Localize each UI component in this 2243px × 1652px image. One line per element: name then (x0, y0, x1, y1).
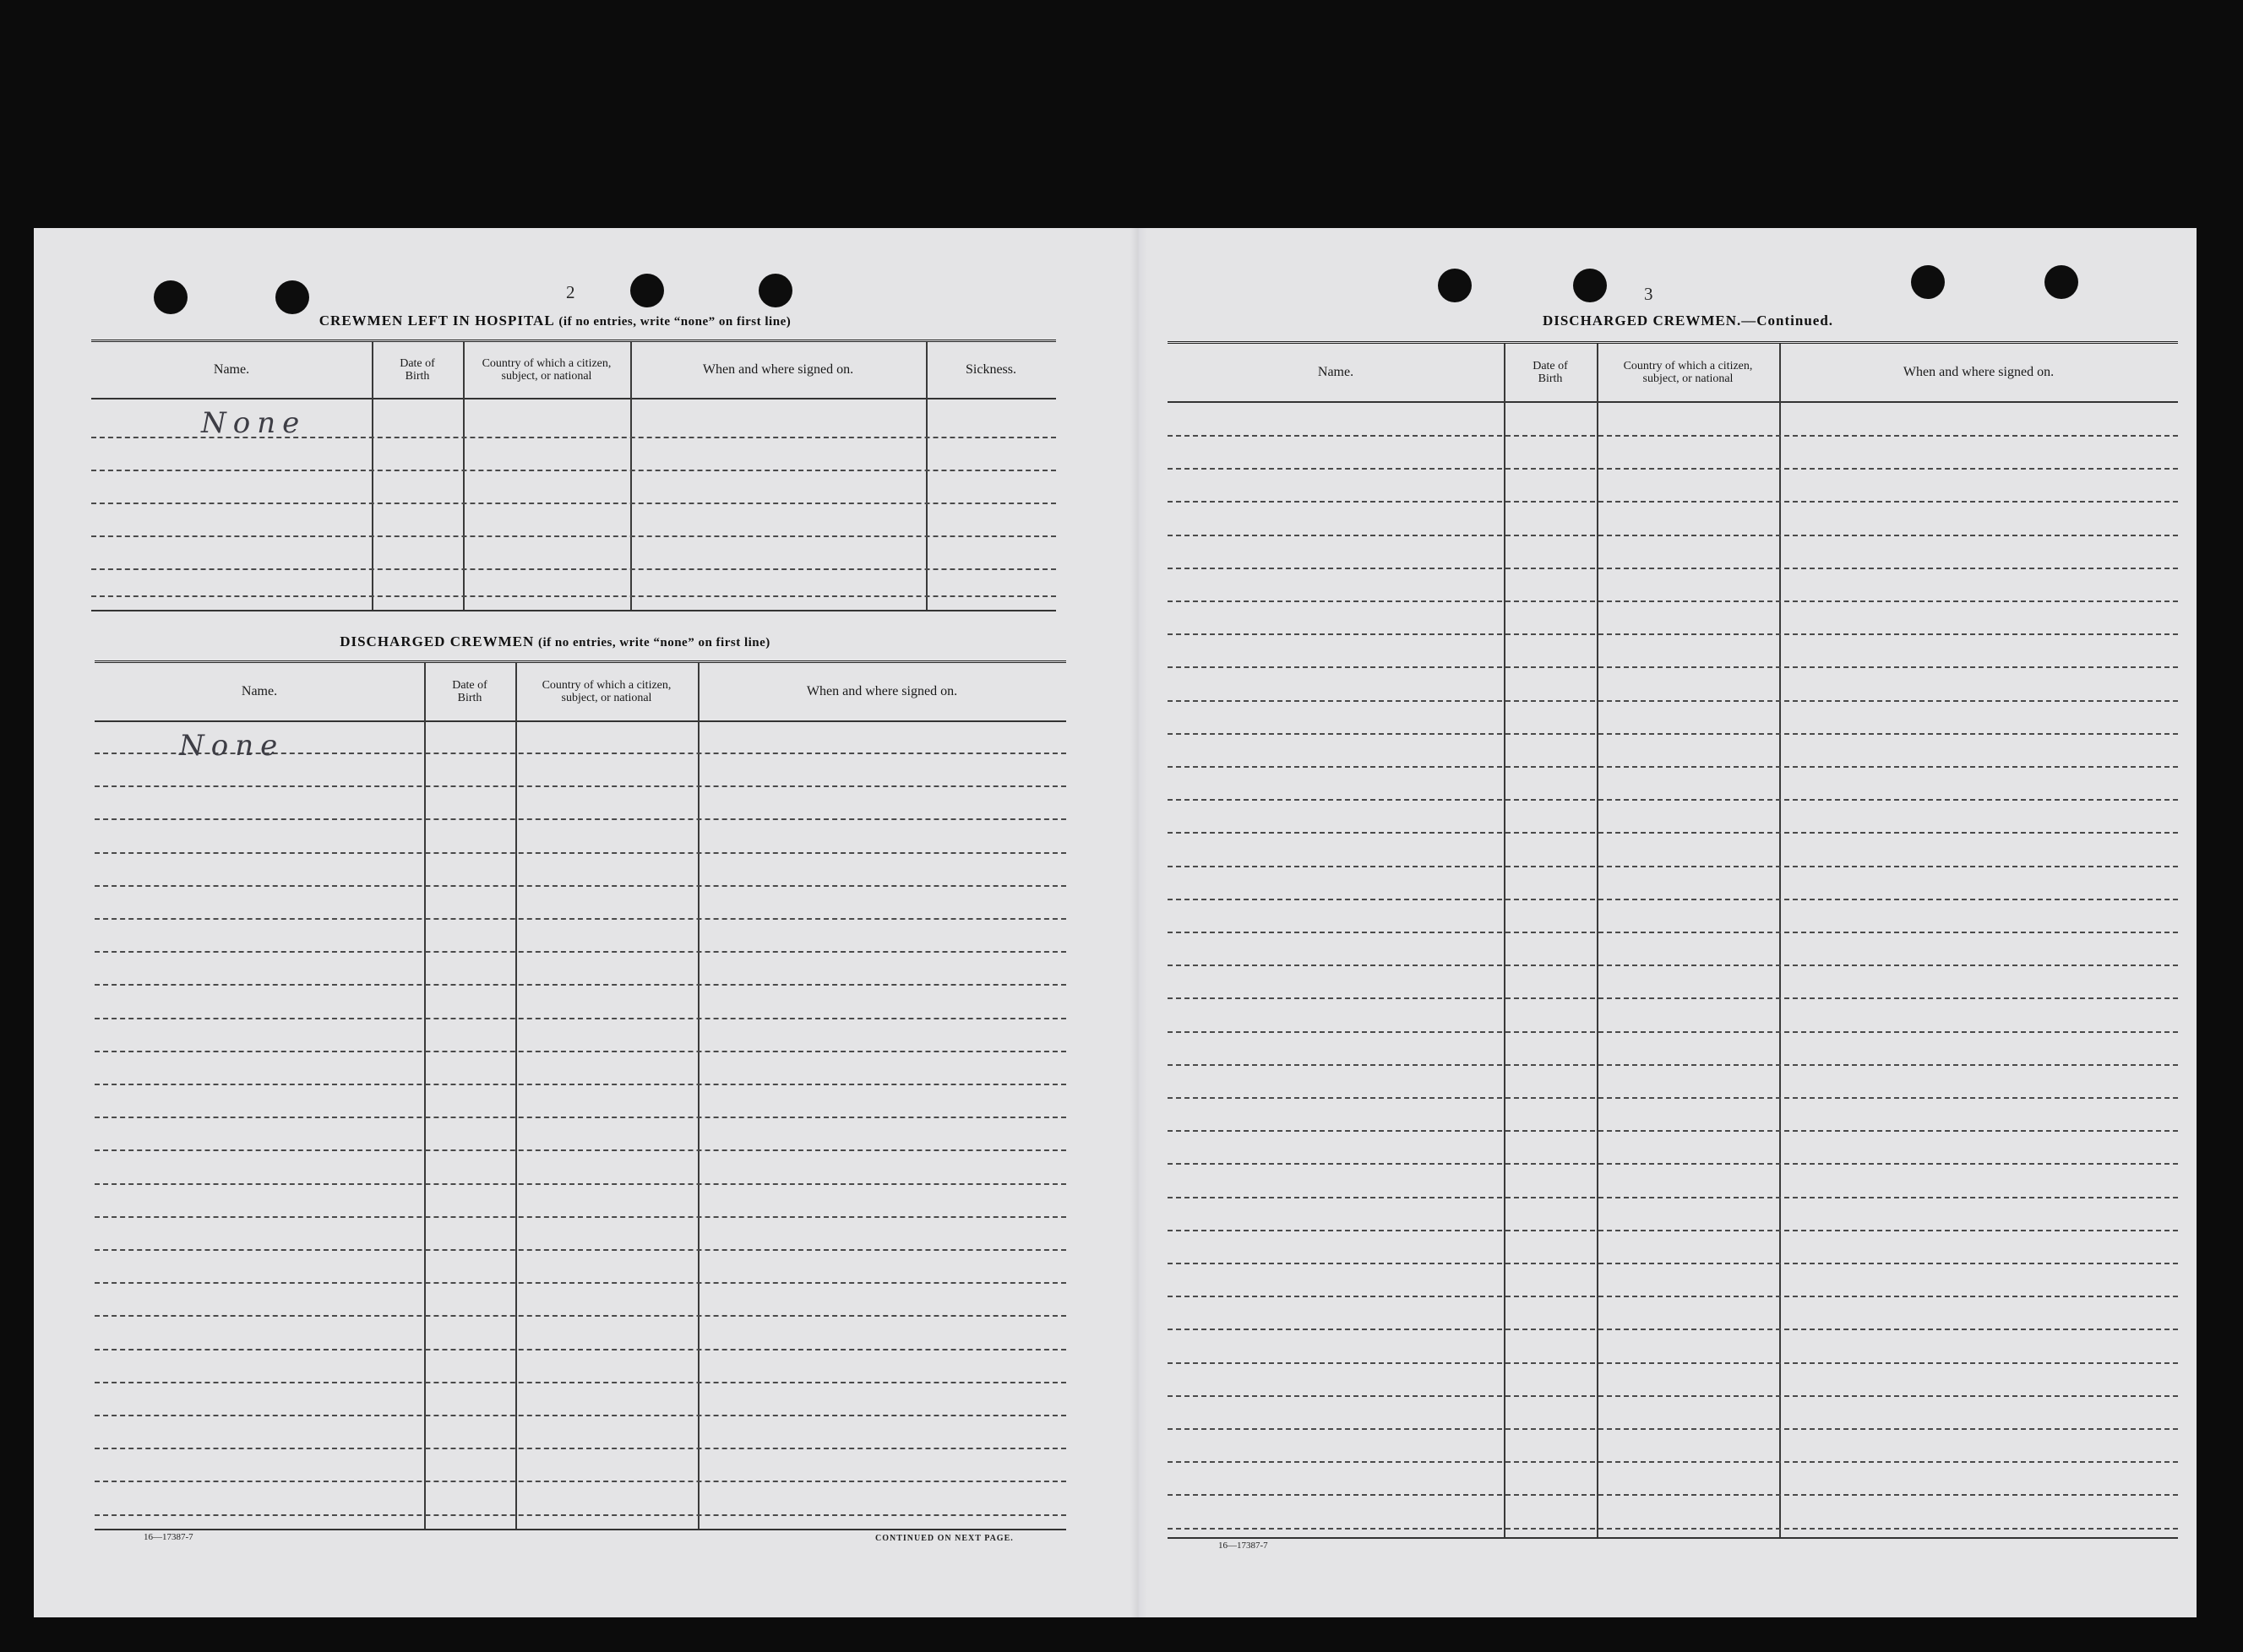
table-row (1168, 1461, 2178, 1463)
table-row (95, 785, 1066, 787)
handwritten-none: None (201, 406, 307, 440)
table-row (1168, 766, 2178, 768)
punch-hole (1438, 269, 1472, 302)
table-row (91, 535, 1056, 537)
col-dob-header: Date of Birth (1533, 360, 1568, 385)
table-row (95, 1282, 1066, 1284)
table-row (1168, 866, 2178, 867)
table-row (91, 568, 1056, 570)
table-row (1168, 1097, 2178, 1099)
table-row (95, 1249, 1066, 1251)
table-row (91, 503, 1056, 504)
col-name-header: Name. (213, 362, 250, 377)
discharged-continued-table (1168, 341, 2178, 1539)
scanned-document (34, 228, 2197, 1617)
right-section-title (1164, 312, 2212, 329)
table-row (95, 1084, 1066, 1085)
col-signed-header: When and where signed on. (1903, 365, 2055, 379)
table-row (1168, 1395, 2178, 1397)
punch-hole (275, 280, 309, 314)
table-row (1168, 832, 2178, 834)
discharged-table (95, 660, 1066, 1530)
table-row (95, 1315, 1066, 1317)
table-row (1168, 1163, 2178, 1165)
punch-hole (759, 274, 792, 307)
table-row (95, 984, 1066, 986)
table-row (95, 852, 1066, 854)
table-row (1168, 1031, 2178, 1033)
discharged-section-title (95, 633, 1015, 650)
form-number-right: 16—17387-7 (1218, 1541, 1268, 1551)
table-row (91, 470, 1056, 471)
table-row (1168, 535, 2178, 536)
table-row (1168, 1494, 2178, 1496)
punch-hole (154, 280, 188, 314)
punch-hole (1573, 269, 1607, 302)
discharged-continued-rows (1168, 403, 2178, 1537)
hospital-table-header (91, 342, 1056, 399)
table-row (1168, 899, 2178, 900)
table-row (1168, 1263, 2178, 1264)
table-row (95, 1481, 1066, 1482)
col-name-header: Name. (241, 684, 278, 698)
table-row (1168, 633, 2178, 635)
table-row (1168, 799, 2178, 801)
right-title-text: DISCHARGED CREWMEN.—Continued. (1542, 312, 1834, 329)
table-row (1168, 733, 2178, 735)
table-row (95, 1149, 1066, 1151)
page-number-left: 2 (566, 282, 575, 302)
page-fold (1130, 228, 1147, 1617)
table-row (95, 818, 1066, 820)
table-row (95, 1349, 1066, 1350)
col-dob-header: Date of Birth (400, 357, 435, 383)
punch-hole (1911, 265, 1945, 299)
table-row (1168, 1329, 2178, 1330)
table-row (95, 918, 1066, 920)
discharged-table-rows (95, 722, 1066, 1529)
page-number-right: 3 (1644, 284, 1653, 304)
table-row (95, 1117, 1066, 1118)
discharged-title-note: (if no entries, write “none” on first line) (538, 636, 770, 649)
table-row (95, 1183, 1066, 1185)
table-row (1168, 1362, 2178, 1364)
punch-hole (630, 274, 664, 307)
table-row (1168, 666, 2178, 668)
discharged-continued-header (1168, 344, 2178, 403)
table-row (1168, 1428, 2178, 1430)
continued-note: CONTINUED ON NEXT PAGE. (875, 1534, 1014, 1543)
col-signed-header: When and where signed on. (806, 684, 958, 698)
table-row (95, 1018, 1066, 1019)
table-row (95, 1514, 1066, 1516)
table-row (1168, 1528, 2178, 1530)
table-row (1168, 435, 2178, 437)
col-country-header: Country of which a citizen, subject, or national (1623, 360, 1753, 385)
table-row (1168, 468, 2178, 470)
col-signed-header: When and where signed on. (702, 362, 854, 377)
col-country-header: Country of which a citizen, subject, or national (482, 357, 612, 383)
table-row (1168, 600, 2178, 602)
table-row (1168, 1296, 2178, 1297)
discharged-title-text: DISCHARGED CREWMEN (340, 633, 535, 649)
table-row (1168, 1130, 2178, 1132)
table-row (91, 595, 1056, 597)
table-row (95, 951, 1066, 953)
hospital-title-note: (if no entries, write “none” on first line) (558, 315, 792, 329)
col-dob-header: Date of Birth (452, 679, 487, 704)
table-row (95, 885, 1066, 887)
hospital-title-text: CREWMEN LEFT IN HOSPITAL (318, 312, 555, 329)
table-row (1168, 932, 2178, 933)
handwritten-none: None (179, 729, 285, 763)
table-row (1168, 1230, 2178, 1231)
col-name-header: Name. (1317, 365, 1354, 379)
table-row (1168, 700, 2178, 702)
table-row (1168, 568, 2178, 569)
hospital-section-title (95, 312, 1015, 329)
form-number-left: 16—17387-7 (144, 1532, 193, 1542)
col-sickness-header: Sickness. (966, 362, 1016, 377)
table-row (95, 1051, 1066, 1052)
table-row (95, 1415, 1066, 1416)
table-row (95, 1382, 1066, 1383)
table-row (1168, 1197, 2178, 1198)
table-row (1168, 965, 2178, 966)
col-country-header: Country of which a citizen, subject, or national (542, 679, 672, 704)
hospital-table (91, 340, 1056, 611)
table-row (1168, 1064, 2178, 1066)
punch-hole (2044, 265, 2078, 299)
table-row (95, 1448, 1066, 1449)
table-row (1168, 501, 2178, 503)
discharged-table-header (95, 663, 1066, 722)
table-row (95, 1216, 1066, 1218)
table-row (1168, 997, 2178, 999)
